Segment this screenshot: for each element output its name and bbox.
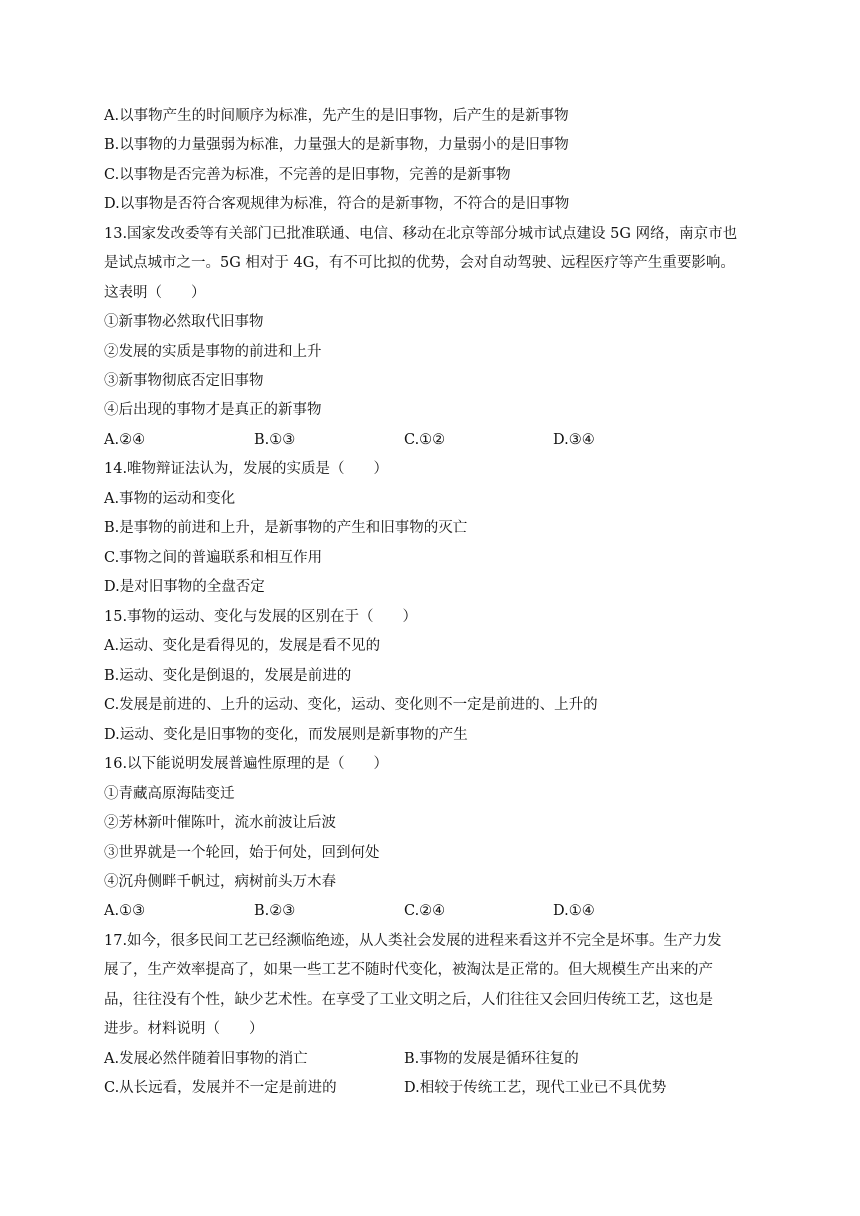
q13-item-3: ③新事物彻底否定旧事物 (104, 373, 264, 389)
q13-option-c: C.①② (404, 432, 446, 448)
q15-option-b: B.运动、变化是倒退的，发展是前进的 (104, 668, 352, 684)
q17-option-b: B.事物的发展是循环往复的 (404, 1051, 579, 1067)
q13-option-b: B.①③ (254, 432, 296, 448)
q17-stem-line-1: 17.如今，很多民间工艺已经濒临绝迹，从人类社会发展的进程来看这并不完全是坏事。生产力发 (104, 933, 722, 949)
q13-stem-line-1: 13.国家发改委等有关部门已批准联通、电信、移动在北京等部分城市试点建设 5G 网络，南京市也 (104, 226, 738, 242)
q16-item-4: ④沉舟侧畔千帆过，病树前头万木春 (104, 874, 336, 890)
q13-item-4: ④后出现的事物才是真正的新事物 (104, 402, 322, 418)
q17-stem-line-2: 展了，生产效率提高了，如果一些工艺不随时代变化，被淘汰是正常的。但大规模生产出来的产 (104, 962, 713, 978)
q17-option-d: D.相较于传统工艺，现代工业已不具优势 (404, 1080, 667, 1096)
q14-stem: 14.唯物辩证法认为，发展的实质是（ ） (104, 461, 389, 477)
q16-stem: 16.以下能说明发展普遍性原理的是（ ） (104, 756, 389, 772)
q15-option-d: D.运动、变化是旧事物的变化，而发展则是新事物的产生 (104, 727, 468, 743)
q16-item-2: ②芳林新叶催陈叶，流水前波让后波 (104, 815, 336, 831)
q16-option-c: C.②④ (404, 903, 446, 919)
q17-stem-line-4: 进步。材料说明（ ） (104, 1021, 264, 1037)
q17-option-a: A.发展必然伴随着旧事物的消亡 (104, 1051, 308, 1067)
q15-stem: 15.事物的运动、变化与发展的区别在于（ ） (104, 609, 418, 625)
q13-stem-line-2: 是试点城市之一。5G 相对于 4G，有不可比拟的优势，会对自动驾驶、远程医疗等产生重要影响。 (104, 255, 735, 271)
q15-option-c: C.发展是前进的、上升的运动、变化，运动、变化则不一定是前进的、上升的 (104, 697, 598, 713)
pre-option-d: D.以事物是否符合客观规律为标准，符合的是新事物，不符合的是旧事物 (104, 196, 570, 212)
q16-item-3: ③世界就是一个轮回，始于何处，回到何处 (104, 845, 380, 861)
q14-option-d: D.是对旧事物的全盘否定 (104, 579, 265, 595)
pre-option-c: C.以事物是否完善为标准，不完善的是旧事物，完善的是新事物 (104, 167, 511, 183)
q16-option-a: A.①③ (104, 903, 146, 919)
q15-option-a: A.运动、变化是看得见的，发展是看不见的 (104, 638, 381, 654)
q13-stem-line-3: 这表明（ ） (104, 285, 206, 301)
q14-option-c: C.事物之间的普遍联系和相互作用 (104, 550, 323, 566)
pre-option-a: A.以事物产生的时间顺序为标准，先产生的是旧事物，后产生的是新事物 (104, 108, 569, 124)
q14-option-a: A.事物的运动和变化 (104, 491, 236, 507)
q17-stem-line-3: 品，往往没有个性，缺少艺术性。在享受了工业文明之后，人们往往又会回归传统工艺，这也是 (104, 992, 713, 1008)
q13-item-1: ①新事物必然取代旧事物 (104, 314, 264, 330)
q16-item-1: ①青藏高原海陆变迁 (104, 786, 235, 802)
pre-option-b: B.以事物的力量强弱为标准，力量强大的是新事物，力量弱小的是旧事物 (104, 137, 569, 153)
q16-option-b: B.②③ (254, 903, 296, 919)
q13-option-d: D.③④ (553, 432, 595, 448)
q17-option-c: C.从长远看，发展并不一定是前进的 (104, 1080, 337, 1096)
q16-option-d: D.①④ (553, 903, 595, 919)
q13-item-2: ②发展的实质是事物的前进和上升 (104, 344, 322, 360)
q13-option-a: A.②④ (104, 432, 146, 448)
q14-option-b: B.是事物的前进和上升，是新事物的产生和旧事物的灭亡 (104, 520, 468, 536)
